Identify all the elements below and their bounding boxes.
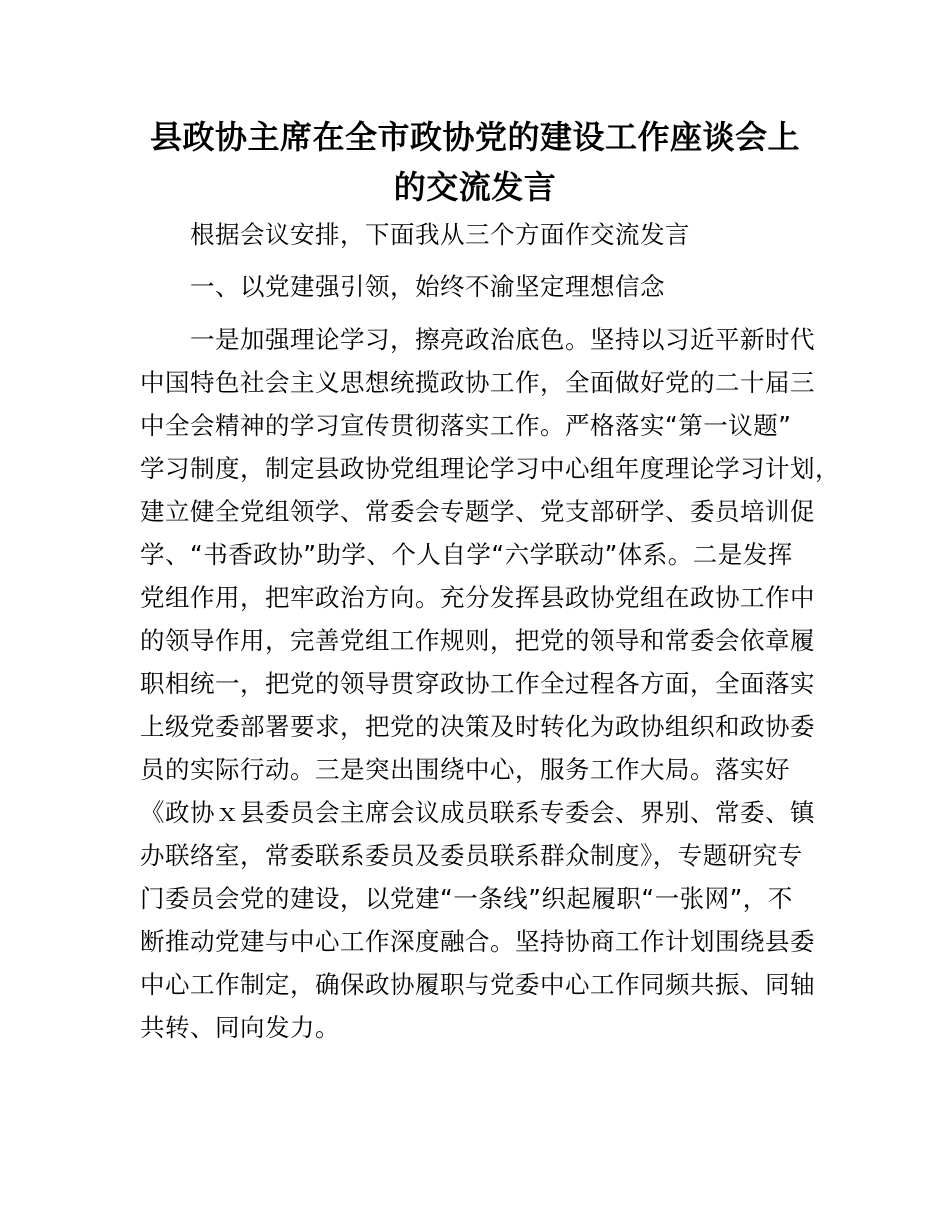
body-line: 门委员会党的建设，以党建“一条线”织起履职“一张网”，不: [140, 884, 793, 913]
body-line: 共转、同向发力。: [140, 1013, 340, 1042]
title-line-2: 的交流发言: [393, 168, 557, 206]
document-title: [140, 112, 810, 212]
body-line: 建立健全党组领学、常委会专题学、党支部研学、委员培训促: [140, 497, 815, 526]
body-line: 的领导作用，完善党组工作规则，把党的领导和常委会依章履: [140, 626, 815, 655]
body-line: 职相统一，把党的领导贯穿政协工作全过程各方面，全面落实: [140, 669, 815, 698]
body-line: 中心工作制定，确保政协履职与党委中心工作同频共振、同轴: [140, 970, 815, 999]
body-line: 学、“书香政协”助学、个人自学“六学联动”体系。二是发挥: [140, 540, 793, 569]
title-line-1: 县政协主席在全市政协党的建设工作座谈会上: [149, 118, 800, 156]
body-line: 学习制度，制定县政协党组理论学习中心组年度理论学习计划，: [140, 454, 840, 483]
body-line: 《政协ｘ县委员会主席会议成员联系专委会、界别、常委、镇: [140, 798, 815, 827]
section-heading: 一、以党建强引领，始终不渝坚定理想信念: [190, 272, 665, 301]
body-line: 员的实际行动。三是突出围绕中心，服务工作大局。落实好: [140, 755, 790, 784]
body-line: 党组作用，把牢政治方向。充分发挥县政协党组在政协工作中: [140, 583, 815, 612]
intro-paragraph: 根据会议安排，下面我从三个方面作交流发言: [190, 220, 690, 249]
body-line: 上级党委部署要求，把党的决策及时转化为政协组织和政协委: [140, 712, 815, 741]
body-line: 断推动党建与中心工作深度融合。坚持协商工作计划围绕县委: [140, 927, 815, 956]
body-line: 办联络室，常委联系委员及委员联系群众制度》，专题研究专: [140, 841, 803, 870]
body-line: 一是加强理论学习，擦亮政治底色。坚持以习近平新时代: [190, 325, 815, 354]
body-line: 中全会精神的学习宣传贯彻落实工作。严格落实“第一议题”: [140, 411, 792, 440]
body-line: 中国特色社会主义思想统揽政协工作，全面做好党的二十届三: [140, 368, 815, 397]
